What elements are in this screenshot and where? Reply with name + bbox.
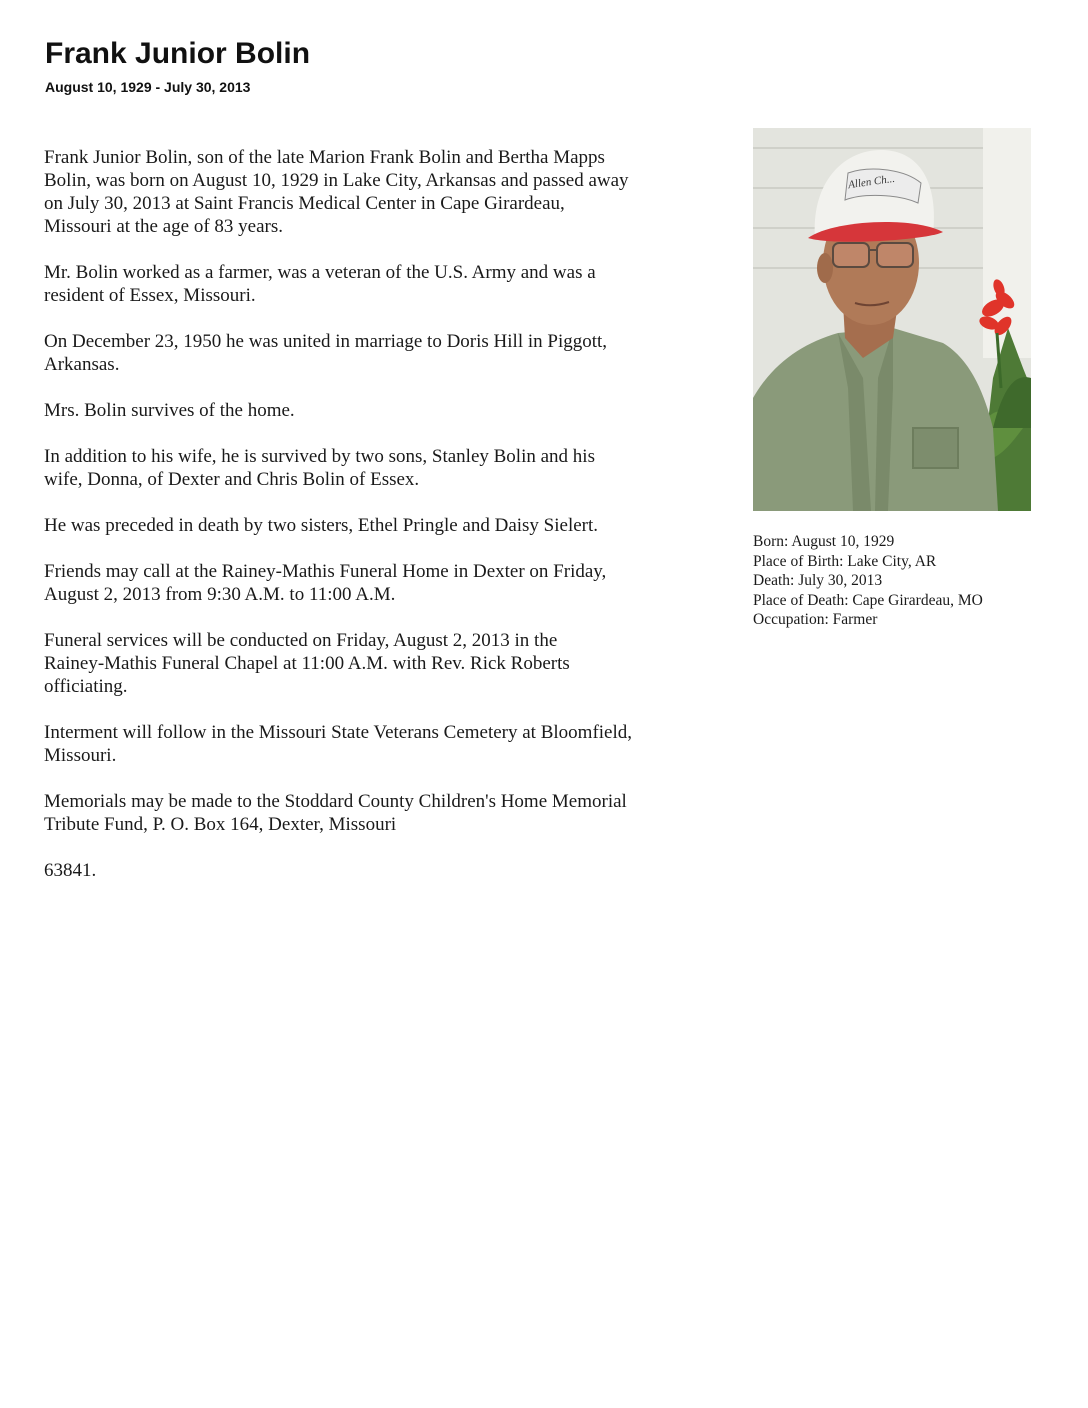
paragraph-spouse: Mrs. Bolin survives of the home. (44, 400, 295, 421)
death-place-fact: Place of Death: Cape Girardeau, MO (753, 591, 983, 609)
paragraph-marriage: On December 23, 1950 he was united in marriage to Doris Hill in Piggott, Arkansas. (44, 331, 608, 375)
paragraph-visitation: Friends may call at the Rainey-Mathis Funeral Home in Dexter on Friday, August 2, 2013 from 9:30 A.M. to 11:00 A.M. (44, 561, 607, 605)
death-fact: Death: July 30, 2013 (753, 572, 883, 589)
obituary-name: Frank Junior Bolin (45, 37, 311, 70)
born-fact: Born: August 10, 1929 (753, 533, 895, 550)
paragraph-interment: Interment will follow in the Missouri State Veterans Cemetery at Bloomfield, Missouri. (44, 722, 633, 766)
portrait-photo (753, 128, 1031, 511)
obituary-body (44, 146, 719, 905)
paragraph-parents-birth-death: Frank Junior Bolin, son of the late Marion Frank Bolin and Bertha Mapps Bolin, was born on August 10, 1929 in Lake City, Arkansas and passed away on July 30, 2013 at Saint Francis Medical Center in Cape Girardeau, Missouri at the age of 83 years. (44, 147, 629, 237)
paragraph-memorials: Memorials may be made to the Stoddard County Children's Home Memorial Tribute Fund, P. O. Box 164, Dexter, Missouri (44, 791, 627, 835)
birth-place-fact: Place of Birth: Lake City, AR (753, 552, 937, 570)
vital-facts (753, 532, 1053, 630)
paragraph-services: Funeral services will be conducted on Friday, August 2, 2013 in the Rainey-Mathis Funeral Chapel at 11:00 A.M. with Rev. Rick Roberts officiating. (44, 630, 570, 697)
life-dates: August 10, 1929 - July 30, 2013 (45, 79, 251, 95)
cap-lettering: Allen Ch... (847, 172, 896, 192)
paragraph-zip: 63841. (44, 860, 97, 881)
paragraph-survivors: In addition to his wife, he is survived by two sons, Stanley Bolin and his wife, Donna, of Dexter and Chris Bolin of Essex. (44, 446, 595, 490)
paragraph-occupation: Mr. Bolin worked as a farmer, was a veteran of the U.S. Army and was a resident of Essex, Missouri. (44, 262, 596, 306)
paragraph-preceded: He was preceded in death by two sisters, Ethel Pringle and Daisy Sielert. (44, 515, 599, 536)
occupation-fact: Occupation: Farmer (753, 611, 878, 628)
